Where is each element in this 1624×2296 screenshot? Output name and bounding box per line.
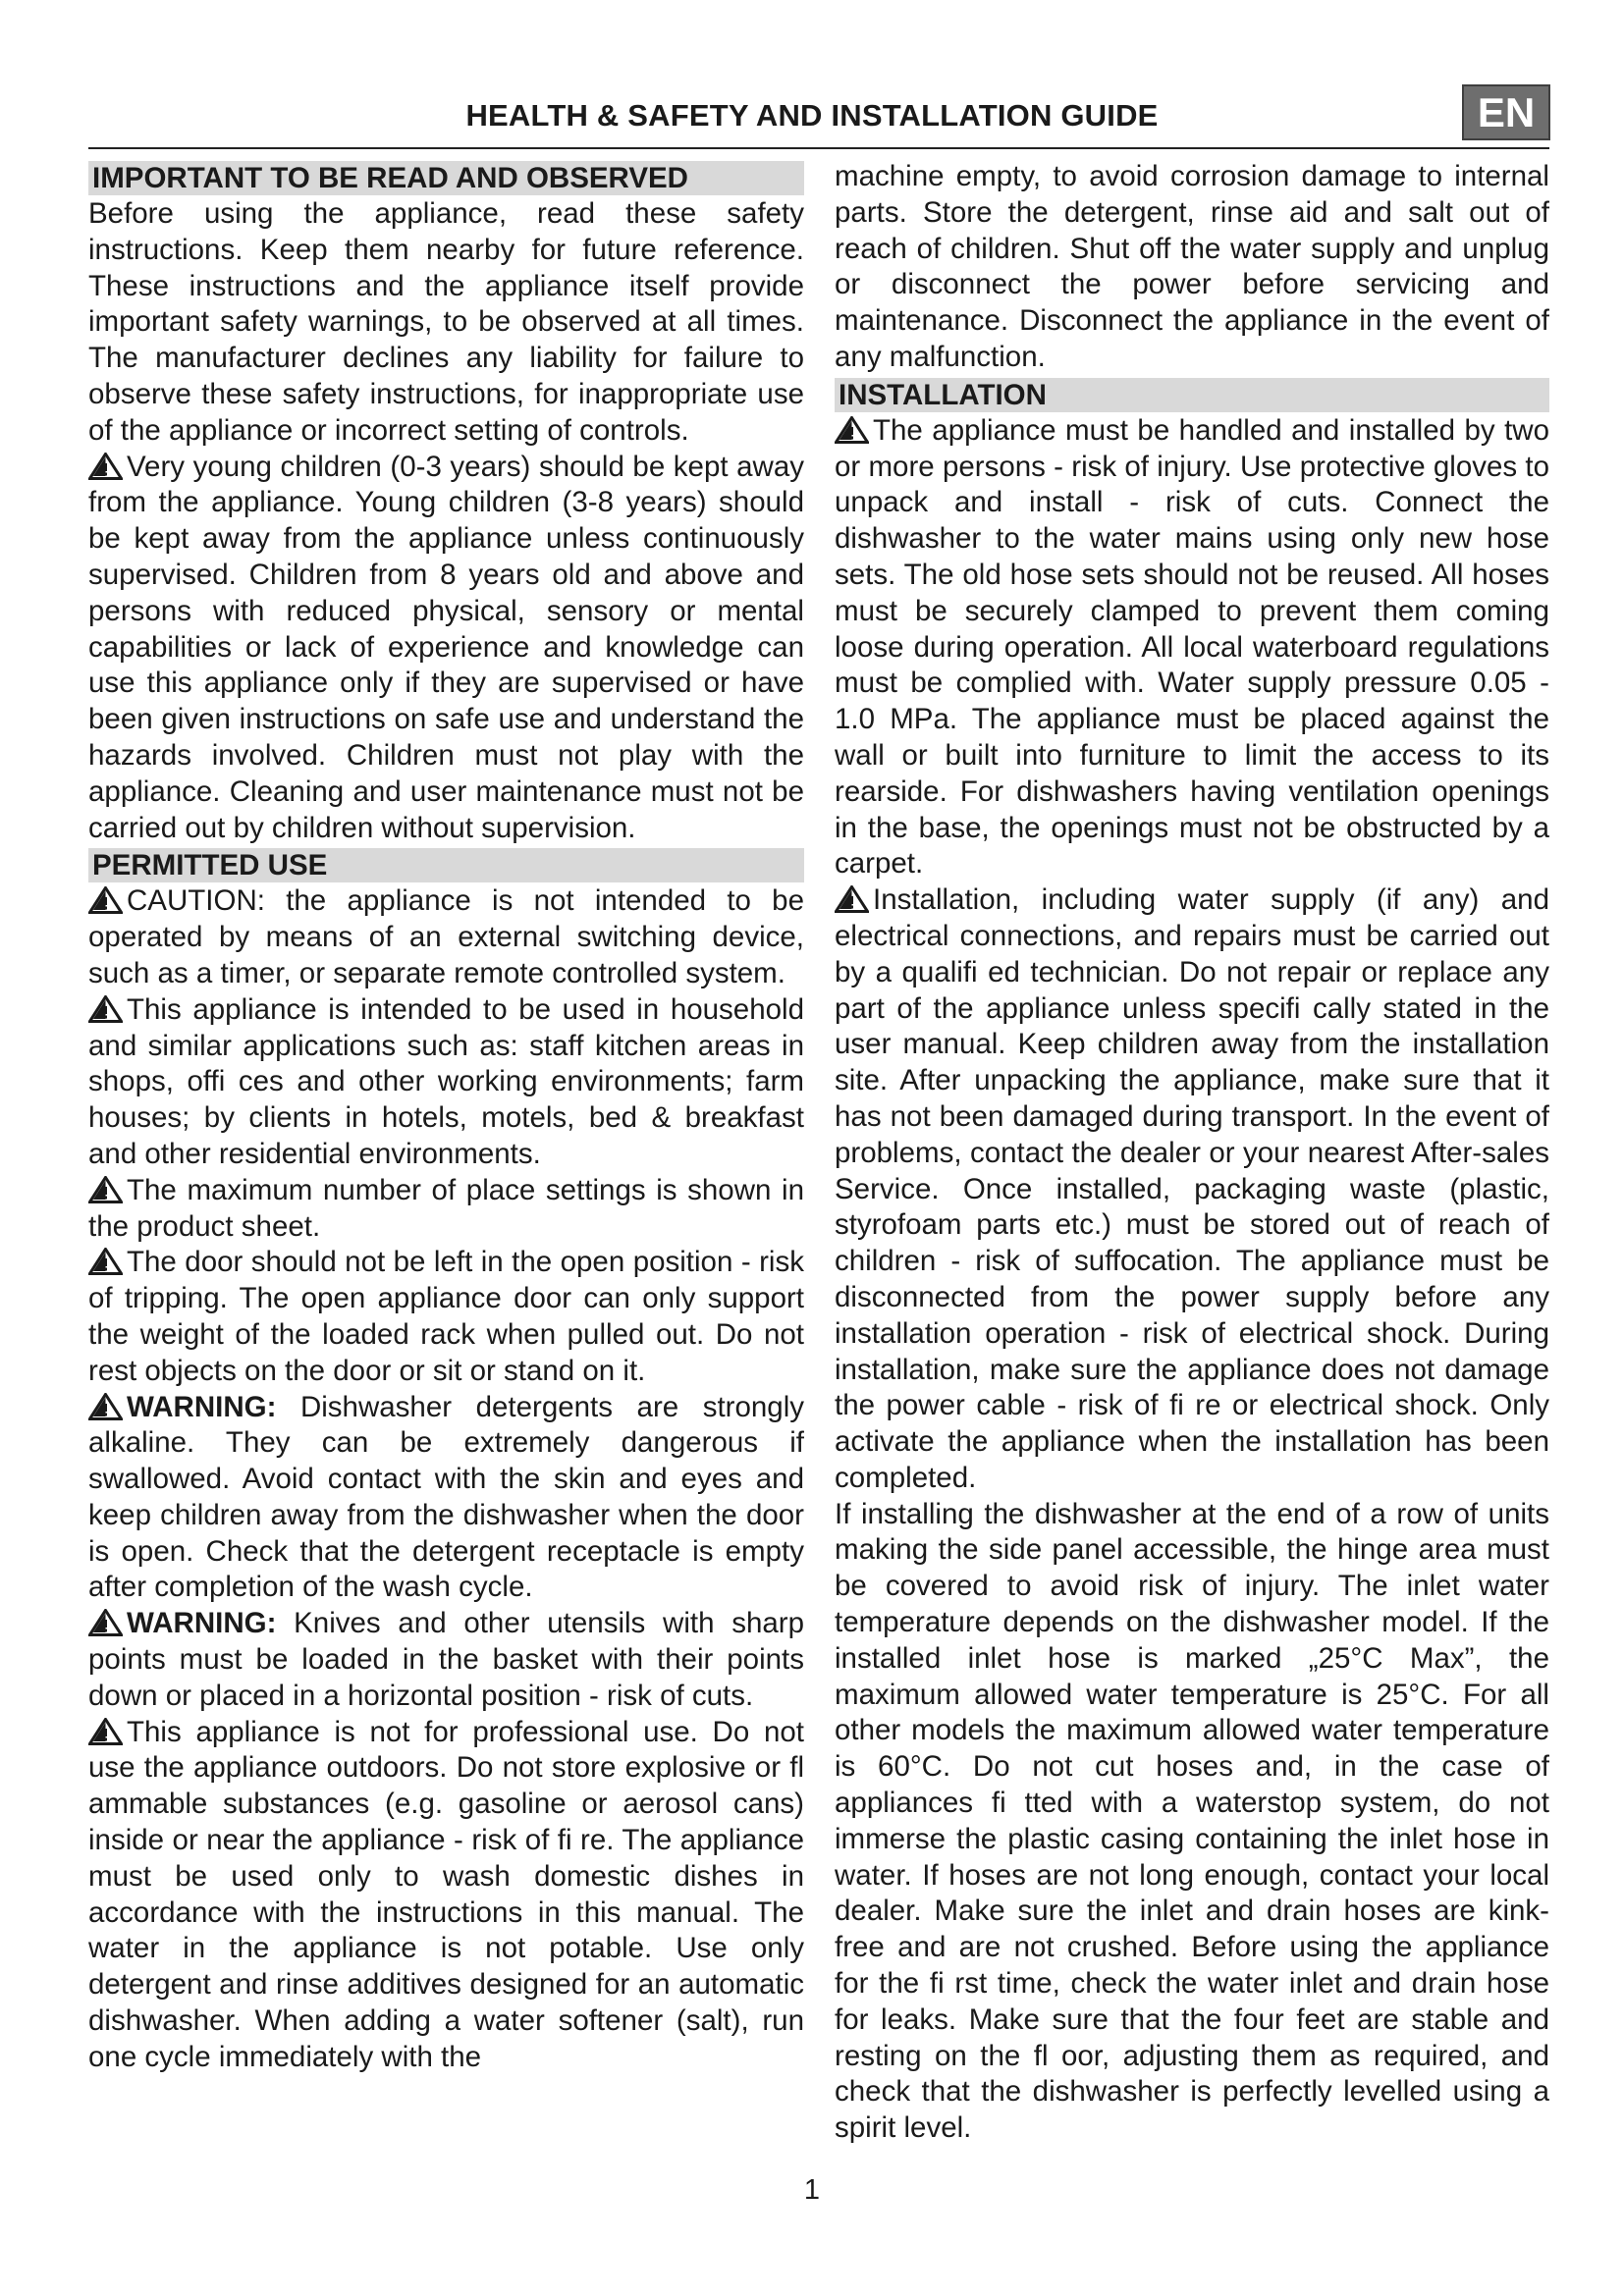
door-text: The door should not be left in the open position - risk of tripping. The open appliance door can only support the weight of the loaded rack when pulled out. Do not rest objects on the door or sit or stand on it. xyxy=(88,1246,804,1387)
detergent-warning-text: Dishwasher detergents are strongly alkaline. They can be extremely dangerous if swallowed. Avoid contact with the skin and eyes and keep children away from the dishwasher when the door is open. Check that the detergent receptacle is empty after completion of the wash cycle. xyxy=(88,1390,804,1604)
handling-paragraph xyxy=(835,413,1549,882)
language-badge: EN xyxy=(1462,84,1550,140)
page-title: HEALTH & SAFETY AND INSTALLATION GUIDE xyxy=(465,98,1159,133)
warning-label: WARNING: xyxy=(127,1607,277,1640)
warning-triangle-icon xyxy=(88,1176,123,1203)
warning-triangle-icon xyxy=(88,995,123,1023)
warning-triangle-icon xyxy=(88,886,123,914)
section-title-permitted-use: PERMITTED USE xyxy=(88,848,804,882)
left-column xyxy=(88,159,804,2076)
technician-paragraph xyxy=(835,882,1549,1497)
warning-triangle-icon xyxy=(88,1248,123,1275)
children-warning-paragraph xyxy=(88,450,804,847)
warning-triangle-icon xyxy=(88,1718,123,1745)
knives-warning-paragraph xyxy=(88,1606,804,1714)
right-column xyxy=(835,159,1549,2147)
caution-paragraph xyxy=(88,883,804,991)
place-settings-paragraph xyxy=(88,1173,804,1246)
page-number: 1 xyxy=(803,2174,821,2206)
door-paragraph xyxy=(88,1245,804,1389)
household-text: This appliance is intended to be used in household and similar applications such as: staff kitchen areas in shops, offi ces and other working environments; farm houses; by clients in hotels, motels, bed & breakfast and other residential environments. xyxy=(88,992,804,1170)
warning-triangle-icon xyxy=(88,1393,123,1420)
warning-label: WARNING: xyxy=(127,1390,277,1423)
section-title-important: IMPORTANT TO BE READ AND OBSERVED xyxy=(88,161,804,195)
intro-paragraph: Before using the appliance, read these safety instructions. Keep them nearby for future reference. These instructions and the appliance itself provide important safety warnings, to be observed at all times. The manufacturer declines any liability for failure to observe these safety instructions, for inappropriate use of the appliance or incorrect setting of controls. xyxy=(88,197,804,447)
header-divider xyxy=(88,147,1549,149)
household-paragraph xyxy=(88,992,804,1173)
professional-use-paragraph xyxy=(88,1715,804,2076)
handling-text: The appliance must be handled and installed by two or more persons - risk of injury. Use protective gloves to unpack and install - risk of cuts. Connect the dishwasher to the water mains using only new hose sets. The old hose sets should not be reused. All hoses must be securely clamped to prevent them coming loose during operation. All local waterboard regulations must be complied with. Water supply pressure 0.05 - 1.0 MPa. The appliance must be placed against the wall or built into furniture to limit the access to its rearside. For dishwashers having ventilation openings in the base, the openings must not be obstructed by a carpet. xyxy=(835,413,1549,881)
warning-triangle-icon xyxy=(835,885,869,913)
warning-triangle-icon xyxy=(88,453,123,480)
section-title-installation: INSTALLATION xyxy=(835,378,1549,412)
place-settings-text: The maximum number of place settings is shown in the product sheet. xyxy=(88,1173,804,1243)
children-warning-text: Very young children (0-3 years) should be kept away from the appliance. Young children (3-8 years) should be kept away from the appliance unless continuously supervised. Children from 8 years old and above and persons with reduced physical, sensory or mental capabilities or lack of experience and knowledge can use this appliance only if they are supervised or have been given instructions on safe use and understand the hazards involved. Children must not play with the appliance. Cleaning and user maintenance must not be carried out by children without supervision. xyxy=(88,450,804,844)
professional-use-text: This appliance is not for professional use. Do not use the appliance outdoors. Do not store explosive or fl ammable substances (e.g. gasoline or aerosol cans) inside or near the appliance - risk of fi re. The appliance must be used only to wash domestic dishes in accordance with the instructions in this manual. The water in the appliance is not potable. Use only detergent and rinse additives designed for an automatic dishwasher. When adding a water softener (salt), run one cycle immediately with the xyxy=(88,1715,804,2073)
caution-text: CAUTION: the appliance is not intended to be operated by means of an external switching device, such as a timer, or separate remote controlled system. xyxy=(88,884,804,989)
detergent-warning-paragraph xyxy=(88,1390,804,1607)
end-of-row-paragraph: If installing the dishwasher at the end of a row of units making the side panel accessible, the hinge area must be covered to avoid risk of injury. The inlet water temperature depends on the dishwasher model. If the installed inlet hose is marked „25°C Max”, the maximum allowed water temperature is 25°C. For all other models the maximum allowed water temperature is 60°C. Do not cut hoses and, in the case of appliances fi tted with a waterstop system, do not immerse the plastic casing containing the inlet hose in water. If hoses are not long enough, contact your local dealer. Make sure the inlet and drain hoses are kink-free and are not crushed. Before using the appliance for the fi rst time, check the water inlet and drain hose for leaks. Make sure that the four feet are stable and resting on the fl oor, adjusting them as required, and check that the dishwasher is perfectly levelled using a spirit level. xyxy=(835,1497,1549,2145)
warning-triangle-icon xyxy=(88,1609,123,1636)
technician-text: Installation, including water supply (if any) and electrical connections, and repairs must be carried out by a qualifi ed technician. Do not repair or replace any part of the appliance unless specifi cally stated in the user manual. Keep children away from the installation site. After unpacking the appliance, make sure that it has not been damaged during transport. In the event of problems, contact the dealer or your nearest After-sales Service. Once installed, packaging waste (plastic, styrofoam parts etc.) must be stored out of reach of children - risk of suffocation. The appliance must be disconnected from the power supply before any installation operation - risk of electrical shock. During installation, make sure the appliance does not damage the power cable - risk of fi re or electrical shock. Only activate the appliance when the installation has been completed. xyxy=(835,883,1549,1494)
warning-triangle-icon xyxy=(835,416,869,444)
continued-paragraph: machine empty, to avoid corrosion damage to internal parts. Store the detergent, rinse aid and salt out of reach of children. Shut off the water supply and unplug or disconnect the power before servicing and maintenance. Disconnect the appliance in the event of any malfunction. xyxy=(835,160,1549,373)
knives-warning-text: Knives and other utensils with sharp points must be loaded in the basket with their points down or placed in a horizontal position - risk of cuts. xyxy=(88,1607,804,1712)
